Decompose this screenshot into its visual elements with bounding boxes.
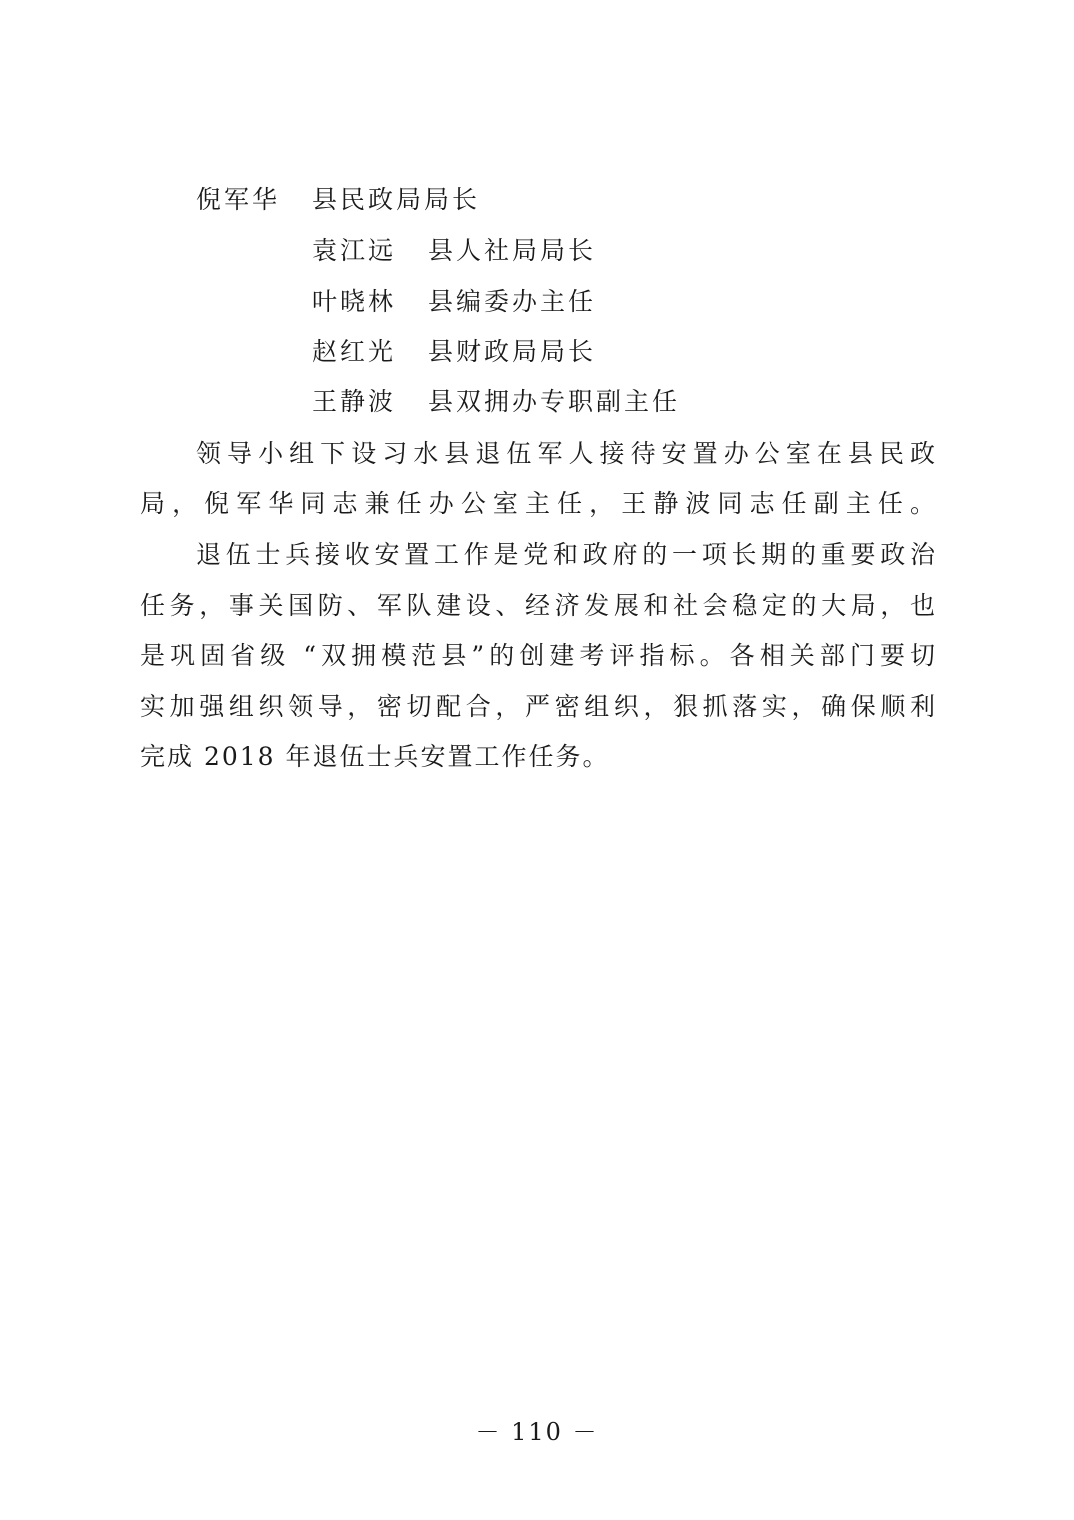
paragraph-line: 退伍士兵接收安置工作是党和政府的一项长期的重要政治 (196, 540, 935, 569)
paragraph-line: 是巩固省级 “双拥模范县”的创建考评指标。各相关部门要切 (140, 641, 935, 670)
member-title: 县民政局局长 (312, 185, 481, 214)
member-title: 县财政局局长 (428, 337, 597, 366)
page-number: － 110 － (475, 1418, 599, 1446)
paragraph-line: 局，倪军华同志兼任办公室主任，王静波同志任副主任。 (140, 489, 935, 518)
member-row (312, 286, 596, 318)
member-name: 赵红光 (312, 337, 397, 366)
paragraph-line: 实加强组织领导，密切配合，严密组织，狠抓落实，确保顺利 (140, 692, 935, 721)
member-row (312, 386, 680, 418)
member-name: 王静波 (312, 387, 397, 416)
member-name: 叶晓林 (312, 287, 397, 316)
member-title: 县人社局局长 (428, 236, 597, 265)
member-title: 县双拥办专职副主任 (428, 387, 681, 416)
member-row (312, 336, 596, 368)
member-row (312, 235, 596, 267)
member-name: 倪军华 (196, 185, 281, 214)
member-row (196, 184, 480, 216)
paragraph-line: 任务，事关国防、军队建设、经济发展和社会稳定的大局，也 (140, 591, 935, 620)
member-name: 袁江远 (312, 236, 397, 265)
member-title: 县编委办主任 (428, 287, 597, 316)
paragraph-line: 完成 2018 年退伍士兵安置工作任务。 (140, 742, 610, 771)
paragraph-line: 领导小组下设习水县退伍军人接待安置办公室在县民政 (196, 439, 935, 468)
